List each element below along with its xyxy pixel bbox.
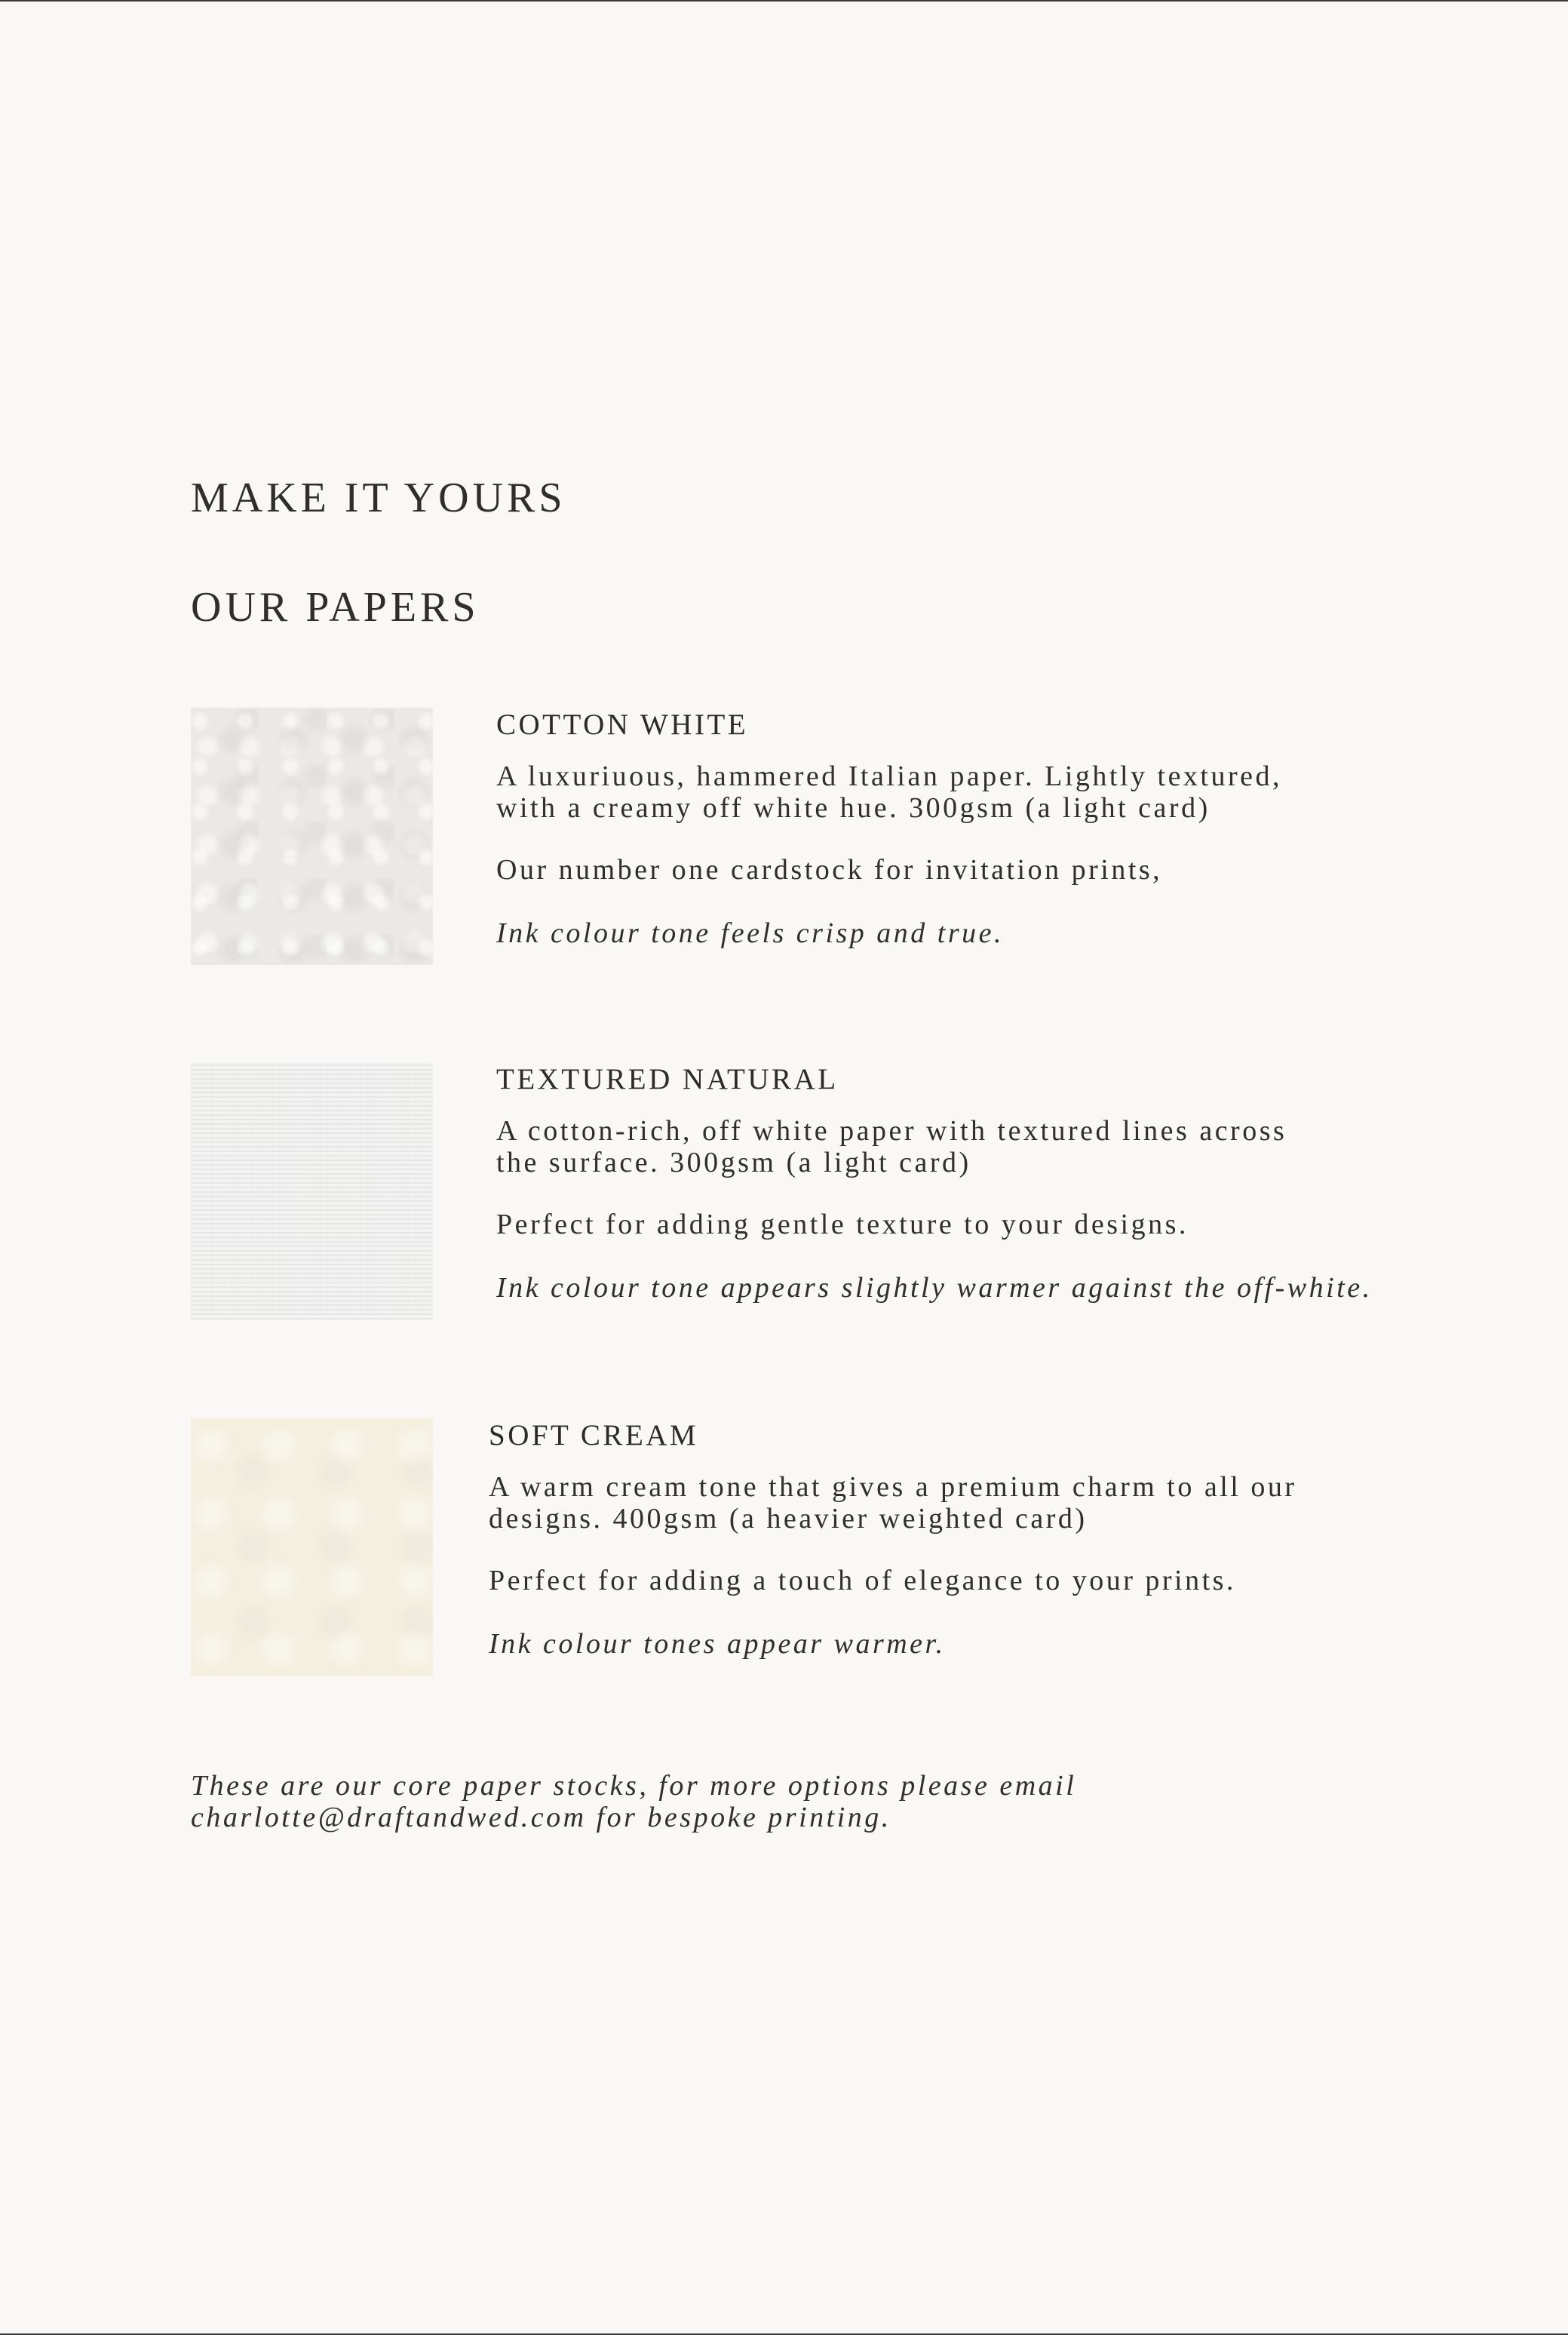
cotton-white-swatch xyxy=(191,708,433,965)
paper-description-line: the surface. 300gsm (a light card) xyxy=(496,1147,971,1178)
paper-name: SOFT CREAM xyxy=(489,1419,699,1452)
paper-option-textured-natural xyxy=(191,1062,1398,1326)
top-border xyxy=(0,0,1568,2)
paper-use: Perfect for adding a touch of elegance to your prints. xyxy=(489,1565,1236,1596)
paper-use: Our number one cardstock for invitation prints, xyxy=(496,854,1163,886)
textured-natural-swatch xyxy=(191,1062,433,1320)
paper-name: TEXTURED NATURAL xyxy=(496,1063,839,1095)
paper-description xyxy=(496,1115,1287,1178)
footer-note-line: These are our core paper stocks, for more options please email xyxy=(191,1770,1077,1802)
paper-ink-note: Ink colour tone feels crisp and true. xyxy=(496,917,1005,949)
footer-note-line: charlotte@draftandwed.com for bespoke printing. xyxy=(191,1802,891,1833)
page-title: MAKE IT YOURS xyxy=(191,475,566,521)
paper-description xyxy=(489,1471,1297,1535)
paper-ink-note: Ink colour tones appear warmer. xyxy=(489,1628,946,1660)
paper-description-line: A cotton-rich, off white paper with textured lines across xyxy=(496,1115,1287,1147)
paper-description-line: A warm cream tone that gives a premium charm to all our xyxy=(489,1471,1297,1503)
paper-option-soft-cream xyxy=(191,1418,1398,1682)
paper-description-line: A luxuriuous, hammered Italian paper. Lightly textured, xyxy=(496,760,1283,792)
paper-use: Perfect for adding gentle texture to your designs. xyxy=(496,1209,1189,1240)
section-title: OUR PAPERS xyxy=(191,584,480,631)
paper-description xyxy=(496,760,1282,824)
paper-description-line: with a creamy off white hue. 300gsm (a light card) xyxy=(496,792,1211,824)
paper-option-cotton-white xyxy=(191,708,1398,972)
paper-ink-note: Ink colour tone appears slightly warmer against the off-white. xyxy=(496,1272,1373,1304)
paper-name: COTTON WHITE xyxy=(496,708,749,741)
paper-description-line: designs. 400gsm (a heavier weighted card) xyxy=(489,1503,1088,1535)
soft-cream-swatch xyxy=(191,1418,433,1676)
footer-note xyxy=(191,1770,1076,1833)
